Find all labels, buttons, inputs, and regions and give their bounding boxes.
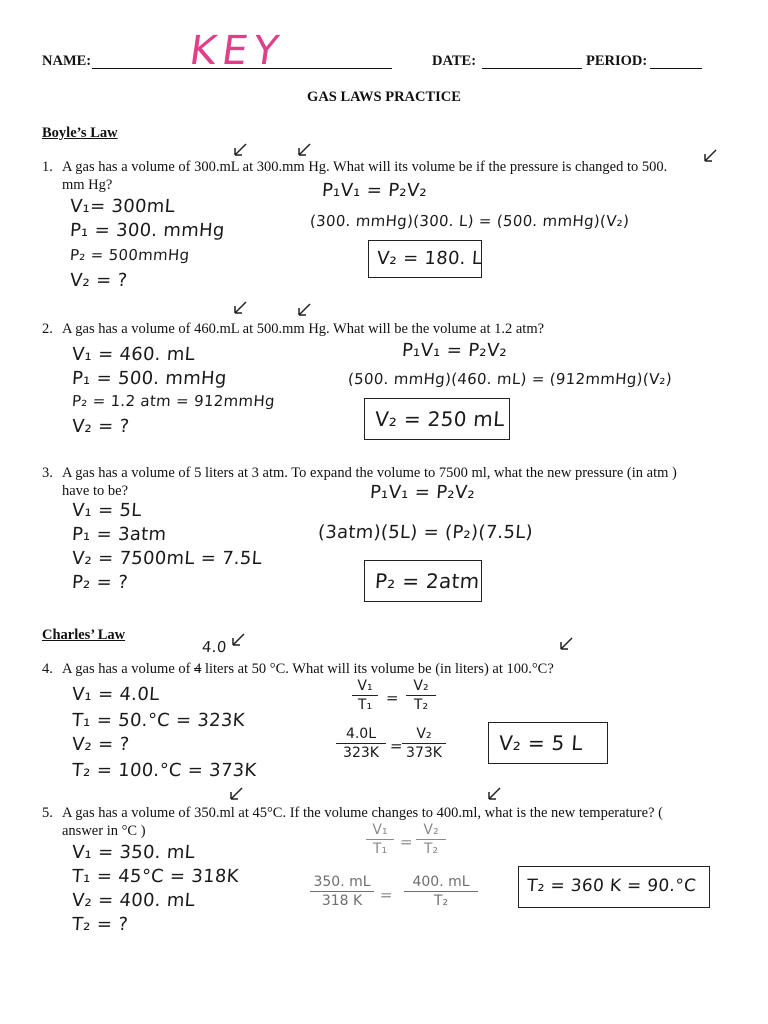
check-mark-icon [556, 634, 576, 654]
work-t1: T₁ = 50.°C = 323K [71, 710, 246, 731]
answer: V₂ = 250 mL [374, 407, 506, 431]
substitution-fraction-right [402, 726, 446, 761]
formula-fraction-left [352, 678, 378, 713]
problem-3-number: 3. [42, 465, 53, 481]
work-p1: P₁ = 300. mmHg [69, 220, 226, 241]
problem-2-text: A gas has a volume of 460.mL at 500.mm Hg. What will be the volume at 1.2 atm? [62, 321, 545, 337]
work-t2: T₂ = 100.°C = 373K [71, 760, 258, 781]
problem-1-text: A gas has a volume of 300.mL at 300.mm Hg. What will its volume be if the pressure is changed to 500. [62, 159, 668, 175]
fraction-numerator: V₂ [423, 822, 439, 838]
fraction-denominator: T₂ [413, 697, 429, 713]
work-v1: V₁ = 460. mL [71, 344, 196, 365]
answer: V₂ = 5 L [498, 731, 584, 755]
fraction-numerator: V₂ [416, 726, 432, 742]
period-line [650, 68, 702, 69]
fraction-numerator: V₂ [413, 678, 429, 694]
problem-1-text-cont: mm Hg? [62, 177, 113, 193]
answer-box [518, 866, 710, 908]
check-mark-icon [228, 630, 248, 650]
fraction-numerator: V₁ [372, 822, 388, 838]
fraction-denominator: T₂ [433, 893, 449, 909]
answer-box [364, 398, 510, 440]
period-label: PERIOD: [586, 53, 648, 69]
correction-note: 4.0 [201, 638, 228, 656]
check-mark-icon [294, 300, 314, 320]
work-p1: P₁ = 3atm [71, 524, 168, 545]
problem-3-text-cont: have to be? [62, 483, 129, 499]
work-p2: P₂ = ? [71, 572, 129, 593]
work-v2: V₂ = ? [69, 270, 129, 291]
page-title: GAS LAWS PRACTICE [307, 89, 461, 105]
problem-2-number: 2. [42, 321, 53, 337]
check-mark-icon [230, 298, 250, 318]
substitution-fraction-left [336, 726, 386, 761]
work-v2: V₂ = ? [71, 416, 131, 437]
fraction-denominator: T₂ [423, 841, 439, 857]
work-p2: P₂ = 1.2 atm = 912mmHg [71, 392, 276, 410]
fraction-denominator: 318 K [321, 893, 363, 909]
answer: P₂ = 2atm [374, 569, 481, 593]
date-label: DATE: [432, 53, 477, 69]
answer-box [488, 722, 608, 764]
check-mark-icon [230, 140, 250, 160]
substitution-fraction-right [404, 874, 478, 909]
equals-sign: = [389, 737, 404, 755]
fraction-denominator: 373K [406, 745, 442, 761]
check-mark-icon [226, 784, 246, 804]
section-heading-charles: Charles’ Law [42, 627, 126, 643]
fraction-numerator: 4.0L [345, 726, 377, 742]
name-label: NAME: [42, 53, 92, 69]
fraction-denominator: T₁ [357, 697, 373, 713]
work-formula: P₁V₁ = P₂V₂ [321, 180, 428, 201]
problem-4-text-b: liters at 50 °C. What will its volume be (in liters) at 100.°C? [201, 661, 554, 677]
work-v1: V₁ = 4.0L [71, 684, 161, 705]
formula-fraction-right [416, 822, 446, 857]
problem-3-text: A gas has a volume of 5 liters at 3 atm. To expand the volume to 7500 ml, what the new pressure (in atm ) [62, 465, 677, 481]
work-substitution: (300. mmHg)(300. L) = (500. mmHg)(V₂) [309, 212, 630, 230]
substitution-fraction-left [310, 874, 374, 909]
check-mark-icon [700, 146, 720, 166]
work-v2: V₂ = ? [71, 734, 131, 755]
check-mark-icon [484, 784, 504, 804]
key-handwriting: KEY [186, 28, 288, 74]
equals-sign: = [379, 886, 394, 904]
formula-fraction-left [366, 822, 394, 857]
problem-5-text-cont: answer in °C ) [62, 823, 146, 839]
work-v1: V₁ = 5L [71, 500, 143, 521]
work-v2: V₂ = 7500mL = 7.5L [71, 548, 263, 569]
formula-fraction-right [406, 678, 436, 713]
work-v2: V₂ = 400. mL [71, 890, 196, 911]
answer: V₂ = 180. L [376, 248, 483, 269]
equals-sign: = [399, 833, 414, 851]
work-substitution: (500. mmHg)(460. mL) = (912mmHg)(V₂) [347, 370, 673, 388]
work-v1: V₁= 300mL [69, 196, 176, 217]
work-t2: T₂ = ? [71, 914, 129, 935]
problem-4-number: 4. [42, 661, 53, 677]
fraction-numerator: 400. mL [412, 874, 470, 890]
work-v1: V₁ = 350. mL [71, 842, 196, 863]
problem-4-text [62, 660, 554, 678]
fraction-denominator: T₁ [372, 841, 388, 857]
work-p1: P₁ = 500. mmHg [71, 368, 228, 389]
section-heading-boyles: Boyle’s Law [42, 125, 118, 141]
answer-box [364, 560, 482, 602]
check-mark-icon [294, 140, 314, 160]
work-t1: T₁ = 45°C = 318K [71, 866, 240, 887]
fraction-numerator: V₁ [357, 678, 373, 694]
answer-box [368, 240, 482, 278]
problem-5-text: A gas has a volume of 350.ml at 45°C. If the volume changes to 400.ml, what is the new temperature? ( [62, 805, 663, 821]
answer: T₂ = 360 K = 90.°C [526, 876, 697, 896]
work-p2: P₂ = 500mmHg [69, 246, 191, 264]
problem-4-text-a: A gas has a volume of [62, 661, 195, 677]
work-substitution: (3atm)(5L) = (P₂)(7.5L) [317, 522, 534, 543]
problem-5-number: 5. [42, 805, 53, 821]
fraction-numerator: 350. mL [313, 874, 371, 890]
equals-sign: = [385, 689, 400, 707]
problem-1-number: 1. [42, 159, 53, 175]
work-formula: P₁V₁ = P₂V₂ [401, 340, 508, 361]
fraction-denominator: 323K [343, 745, 379, 761]
work-formula: P₁V₁ = P₂V₂ [369, 482, 476, 503]
date-line [482, 68, 582, 69]
struck-value: 4 [194, 661, 202, 677]
